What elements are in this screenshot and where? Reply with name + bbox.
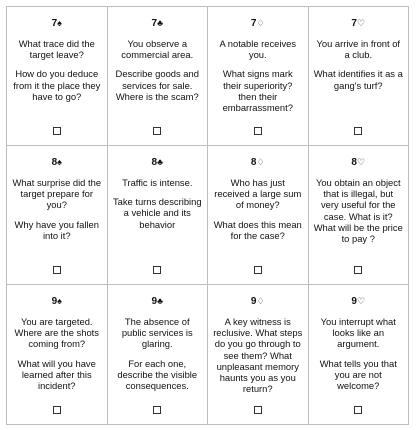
card-rank: 7	[351, 18, 357, 29]
checkbox[interactable]	[254, 127, 262, 135]
card-header	[12, 295, 102, 308]
checkbox[interactable]	[53, 266, 61, 274]
diamond-icon: ♢	[256, 296, 265, 306]
checkbox[interactable]	[354, 406, 362, 414]
card-rank: 8	[250, 157, 257, 168]
card-question: What identifies it as a gang's turf?	[313, 68, 403, 91]
card-question: A notable receives you.	[219, 38, 297, 61]
card-question: What surprise did the target prepare for you?	[12, 177, 102, 211]
spade-icon: ♠	[57, 296, 62, 306]
card-question: What will you have learned after this incident?	[17, 357, 96, 392]
card-rank: 7	[51, 18, 58, 29]
card-rank: 9	[51, 296, 58, 307]
card-question: You are targeted. Where are the shots coming from?	[14, 316, 99, 350]
card	[208, 7, 309, 146]
card-question: A key witness is reclusive. What steps do you go through to see them? What unpleasant memory haunts you as you return?	[213, 316, 303, 395]
card-question: Why have you fallen into it?	[14, 218, 99, 241]
club-icon: ♣	[157, 157, 163, 167]
checkbox[interactable]	[53, 406, 61, 414]
card-question: Take turns describing a vehicle and its behavior	[112, 196, 202, 230]
card-question: You arrive in front of a club.	[316, 38, 401, 61]
checkbox[interactable]	[354, 266, 362, 274]
card-question: You observe a commercial area.	[121, 38, 194, 61]
card-question: You obtain an object that is illegal, but very useful for the case. What is it? What will be the price to pay ?	[313, 177, 403, 245]
card-question: What tells you that you are not welcome?	[319, 357, 397, 392]
card-rank: 9	[351, 296, 357, 307]
heart-icon: ♡	[356, 18, 366, 28]
card-header	[314, 17, 404, 30]
card	[7, 7, 108, 146]
card-question: You interrupt what looks like an argument.	[320, 316, 396, 350]
card-question: Traffic is intense.	[122, 177, 193, 188]
card	[208, 146, 309, 285]
spade-icon: ♠	[57, 157, 62, 167]
card-question: For each one, describe the visible consequences.	[117, 357, 198, 392]
card-rank: 7	[250, 18, 257, 29]
card	[108, 285, 209, 425]
card-question: Who has just received a large sum of money?	[214, 177, 302, 211]
card-rank: 7	[151, 18, 158, 29]
card-question: What trace did the target leave?	[18, 38, 95, 61]
club-icon: ♣	[157, 18, 163, 28]
card-rank: 8	[351, 157, 357, 168]
spade-icon: ♠	[57, 18, 62, 28]
checkbox[interactable]	[153, 266, 161, 274]
card-header	[314, 156, 404, 169]
card-header	[113, 17, 203, 30]
card	[7, 146, 108, 285]
card	[208, 285, 309, 425]
card-header	[213, 295, 303, 308]
card-rank: 8	[51, 157, 58, 168]
club-icon: ♣	[157, 296, 163, 306]
checkbox[interactable]	[53, 127, 61, 135]
card	[7, 285, 108, 425]
card	[309, 7, 410, 146]
checkbox[interactable]	[354, 127, 362, 135]
card	[309, 285, 410, 425]
card-header	[213, 17, 303, 30]
checkbox[interactable]	[153, 127, 161, 135]
card-header	[314, 295, 404, 308]
card	[108, 146, 209, 285]
card-header	[12, 156, 102, 169]
checkbox[interactable]	[153, 406, 161, 414]
card-header	[213, 156, 303, 169]
diamond-icon: ♢	[256, 18, 265, 28]
card-rank: 9	[250, 296, 257, 307]
card-question: What signs mark their superiority? then their embarrassment?	[222, 68, 293, 114]
card-header	[113, 156, 203, 169]
diamond-icon: ♢	[256, 157, 265, 167]
card-rank: 9	[151, 296, 158, 307]
card-header	[12, 17, 102, 30]
card-grid	[6, 6, 409, 425]
heart-icon: ♡	[356, 157, 366, 167]
checkbox[interactable]	[254, 266, 262, 274]
card-rank: 8	[151, 157, 158, 168]
heart-icon: ♡	[356, 296, 366, 306]
checkbox[interactable]	[254, 406, 262, 414]
card-question: Describe goods and services for sale. Where is the scam?	[115, 68, 199, 102]
card-question: What does this mean for the case?	[213, 218, 302, 241]
card-question: The absence of public services is glaring.	[121, 316, 193, 350]
card	[309, 146, 410, 285]
card	[108, 7, 209, 146]
card-header	[113, 295, 203, 308]
card-question: How do you deduce from it the place they have to go?	[13, 68, 101, 102]
